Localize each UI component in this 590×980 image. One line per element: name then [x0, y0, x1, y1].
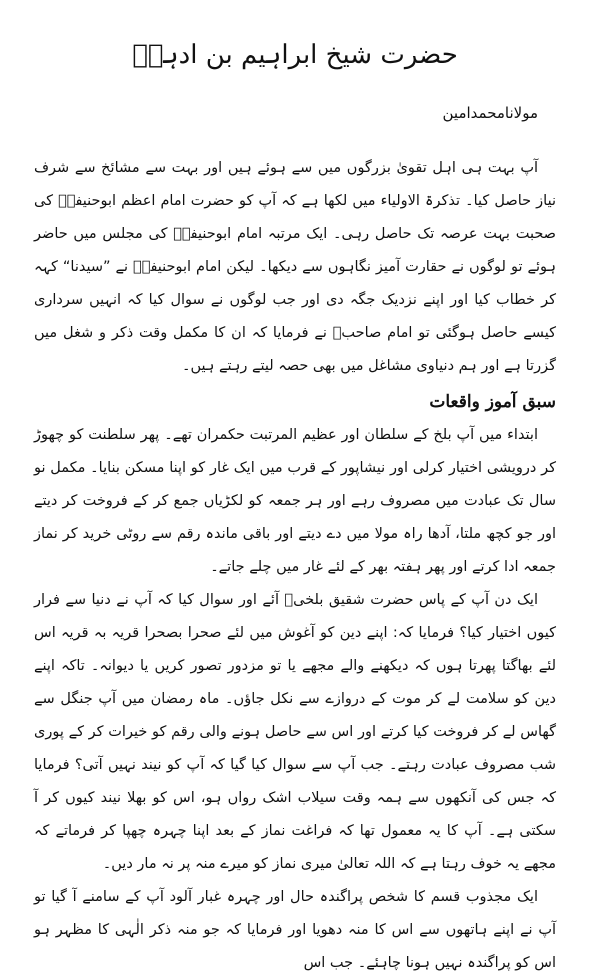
- intro-paragraph: آپ بہت ہی اہل تقویٰ بزرگوں میں سے ہوئے ہیں اور بہت سے مشائخ سے شرف نیاز حاصل کیا۔ تذکرۃ الاولیاء میں لکھا ہے کہ آپ کو حضرت امام اعظم ابوحنیفہؒ کی صحبت بہت عرصہ تک حاصل رہی۔ ایک مرتبہ امام ابوحنیفہؒ کی مجلس میں حاضر ہوئے تو لوگوں نے حقارت آمیز نگاہوں سے دیکھا۔ لیکن امام ابوحنیفہؒ نے ”سیدنا“ کہہ کر خطاب کیا اور اپنے نزدیک جگہ دی اور جب لوگوں نے سوال کیا کہ انہیں سرداری کیسے حاصل ہوگئی تو امام صاحبؒ نے فرمایا کہ ان کا مکمل وقت ذکر و شغل میں گزرتا ہے اور ہم دنیاوی مشاغل میں بھی حصہ لیتے رہتے ہیں۔: [34, 160, 556, 374]
- author-name: مولانامحمدامین: [442, 104, 538, 122]
- section-heading: سبق آموز واقعات: [429, 392, 556, 412]
- page-title: حضرت شیخ ابراہیم بن ادہمؒ: [132, 40, 458, 70]
- section-paragraph-3: ایک مجذوب قسم کا شخص پراگندہ حال اور چہرہ غبار آلود آپ کے سامنے آ گیا تو آپ نے اپنے ہاتھوں سے اس کا منہ دھویا اور فرمایا کہ جو منہ ذکر الٰہی کا مظہر ہو اس کو پراگندہ نہیں ہونا چاہئے۔ جب اس: [34, 889, 556, 971]
- section-paragraph-1: ابتداء میں آپ بلخ کے سلطان اور عظیم المرتبت حکمران تھے۔ پھر سلطنت کو چھوڑ کر درویشی اختیار کرلی اور نیشاپور کے قرب میں ایک غار کو اپنا مسکن بنایا۔ مکمل نو سال تک عبادت میں مصروف رہے اور ہر جمعہ کو لکڑیاں جمع کر کے فروخت کر دیتے اور جو کچھ ملتا، آدھا راہ مولا میں دے دیتے اور باقی ماندہ رقم سے روٹی خرید کر نماز جمعہ ادا کرتے اور پھر ہفتہ بھر کے لئے غار میں چلے جاتے۔: [34, 427, 556, 575]
- section-paragraph-2: ایک دن آپ کے پاس حضرت شقیق بلخیؒ آئے اور سوال کیا کہ آپ نے دنیا سے فرار کیوں اختیار کیا؟ فرمایا کہ: اپنے دین کو آغوش میں لئے صحرا بصحرا قریہ بہ قریہ اس لئے بھاگتا پھرتا ہوں کہ دیکھنے والے مجھے یا تو مزدور تصور کریں یا دیوانہ۔ تاکہ اپنے دین کو سلامت لے کر موت کے دروازے سے نکل جاؤں۔ ماہ رمضان میں آپ جنگل سے گھاس لے کر فروخت کیا کرتے اور اس سے حاصل ہونے والی رقم کو خیرات کر کے پوری شب مصروف عبادت رہتے۔ جب آپ سے سوال کیا گیا کہ آپ کو نیند نہیں آتی؟ فرمایا کہ جس کی آنکھوں سے ہمہ وقت سیلاب اشک رواں ہو، اس کو بھلا نیند کیوں کر آ سکتی ہے۔ آپ کا یہ معمول تھا کہ فراغت نماز کے بعد اپنا چہرہ چھپا کر فرماتے کہ مجھے یہ خوف رہتا ہے کہ اللہ تعالیٰ میری نماز کو میرے منہ پر نہ مار دیں۔: [34, 592, 556, 872]
